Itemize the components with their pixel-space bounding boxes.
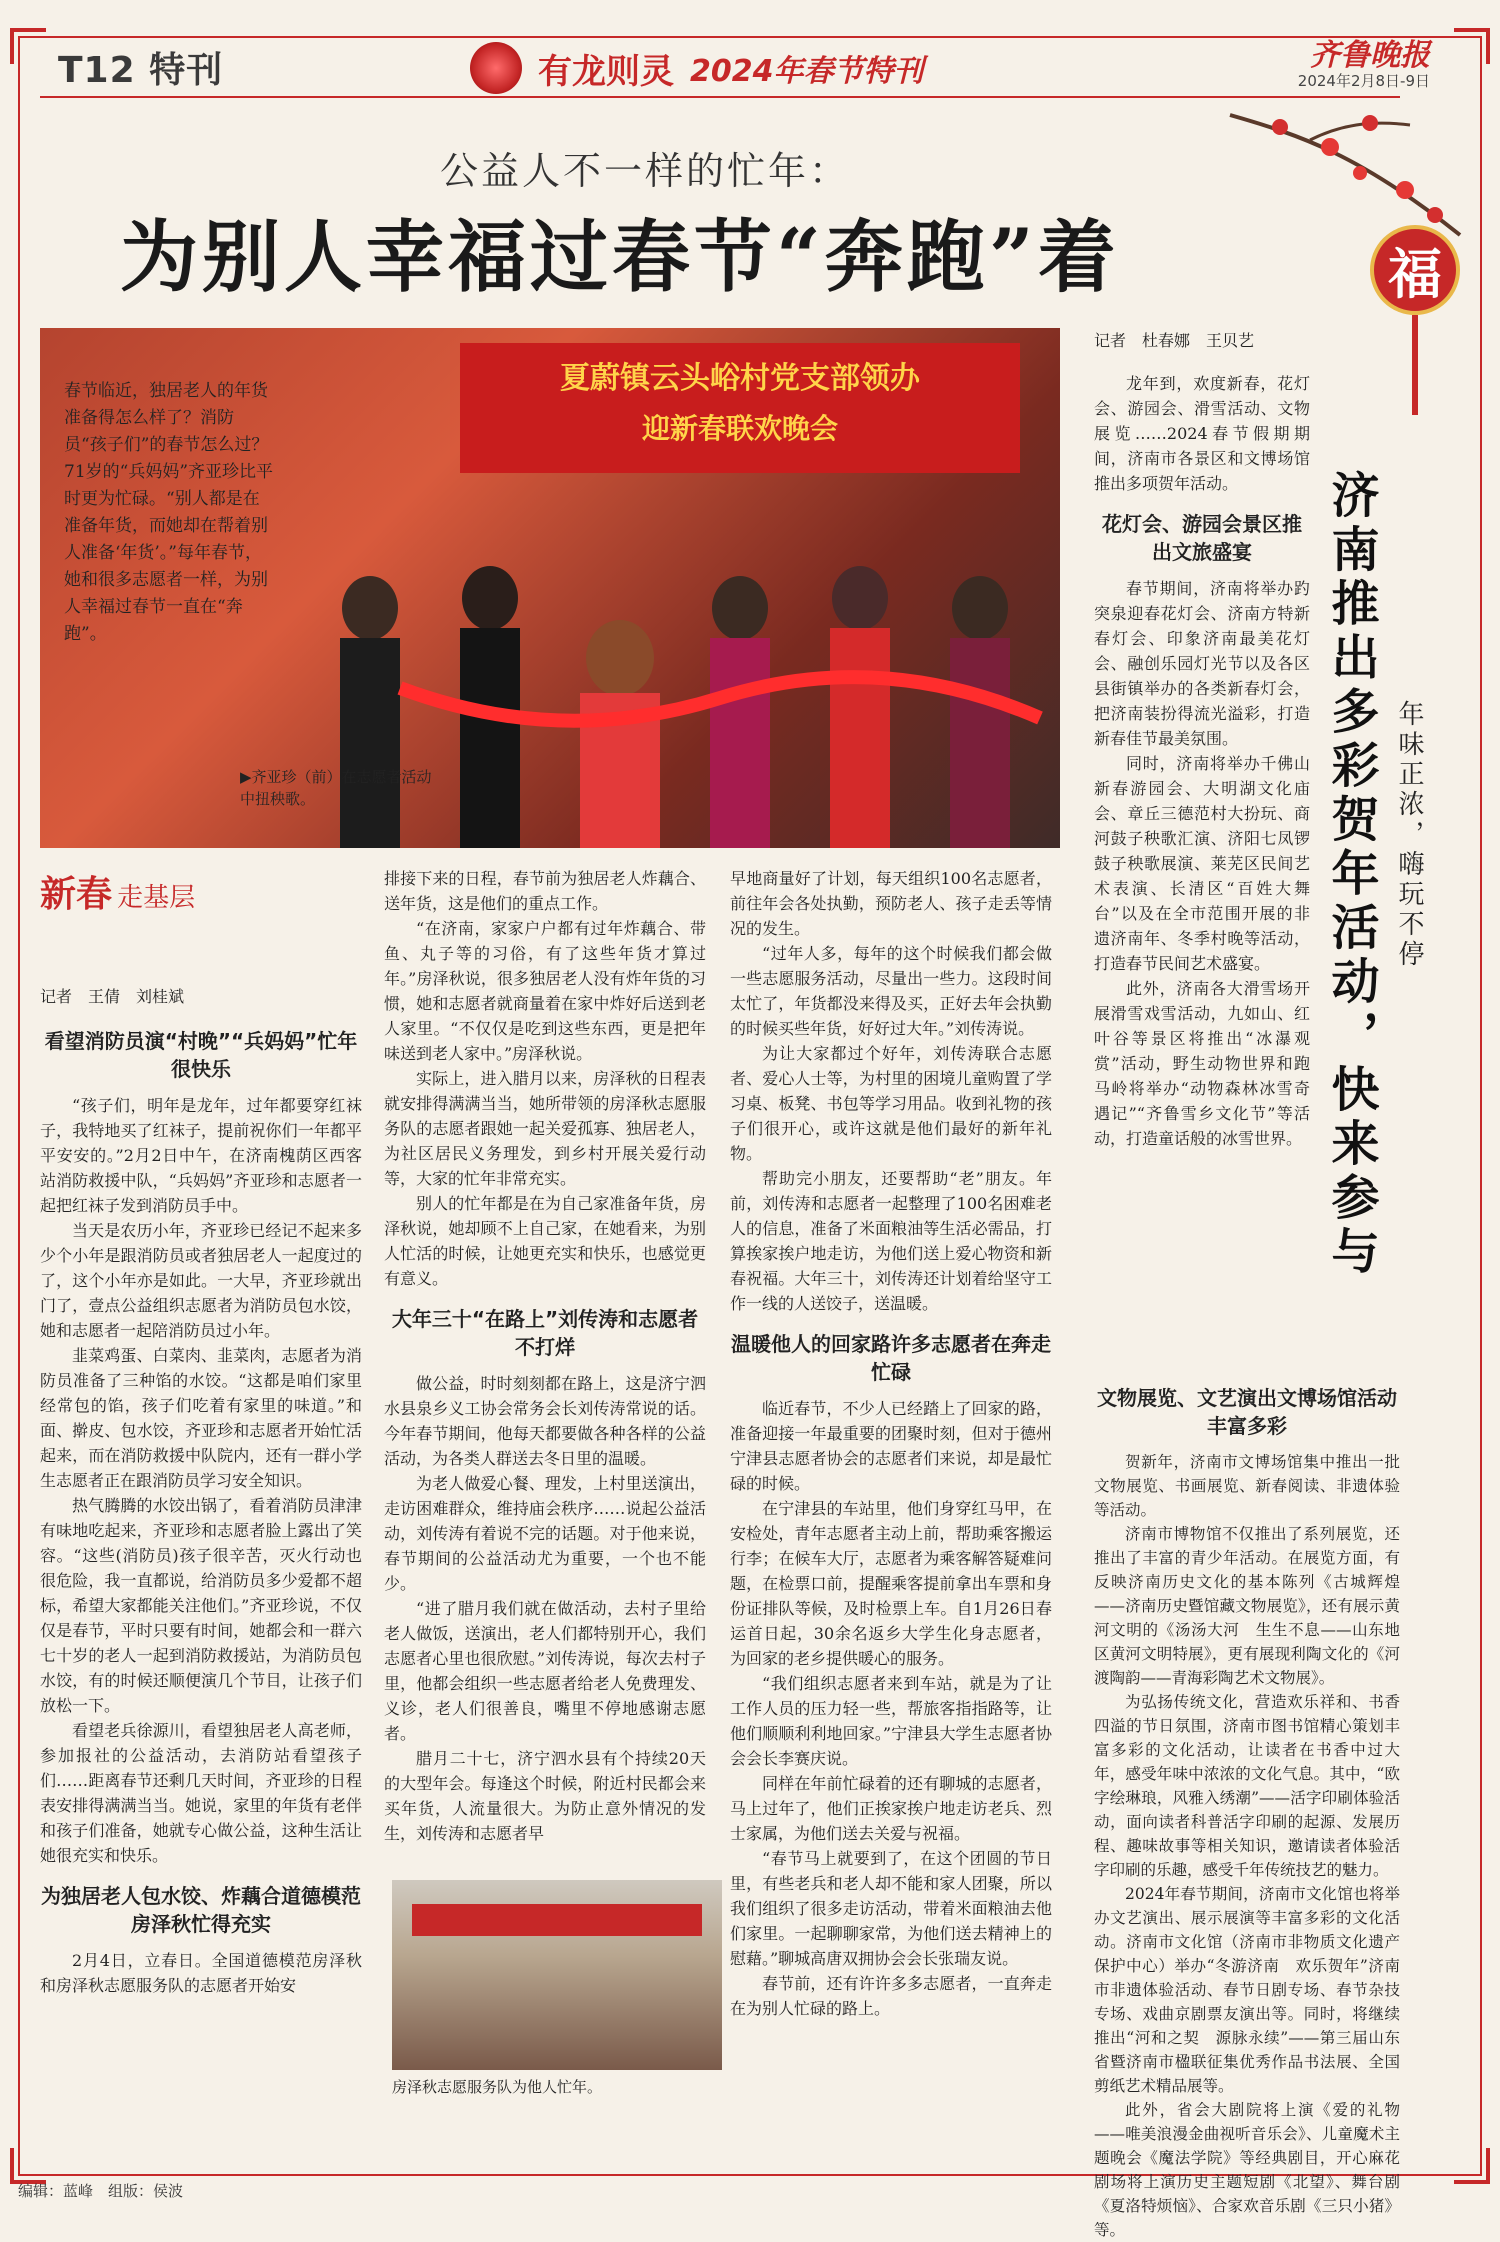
photo-sign-line2: 迎新春联欢晚会 — [641, 412, 838, 445]
section-header — [40, 866, 362, 936]
column-2 — [384, 866, 706, 1846]
newspaper-name: 齐鲁晚报 — [1310, 38, 1430, 73]
subhead: 文物展览、文艺演出文博场馆活动丰富多彩 — [1097, 1386, 1397, 1438]
banner-title: 有龙则灵 — [538, 51, 674, 92]
paragraph: 别人的忙年都是在为自己家准备年货，房泽秋说，她却顾不上自己家，在她看来，为别人忙活的时候，让她更充实和快乐，也感觉更有意义。 — [384, 1194, 706, 1288]
section-badge-2: 走基层 — [117, 883, 196, 913]
right-vertical-subtitle: 年味正浓，嗨玩不停 — [1394, 700, 1424, 970]
paragraph: 同样在年前忙碌着的还有聊城的志愿者，马上过年了，他们正挨家挨户地走访老兵、烈士家属，为他们送去关爱与祝福。 — [730, 1774, 1052, 1843]
paragraph: 龙年到，欢度新春，花灯会、游园会、滑雪活动、文物展览……2024春节假期期间，济南市各景区和文博场馆推出多项贺年活动。 — [1094, 374, 1310, 493]
fu-ornament: 福 — [1370, 225, 1460, 315]
paragraph: 实际上，进入腊月以来，房泽秋的日程表就安排得满满当当，她所带领的房泽秋志愿服务队的志愿者跟她一起关爱孤寡、独居老人，为社区居民义务理发，到乡村开展关爱行动等，大家的忙年非常充实。 — [384, 1069, 706, 1188]
paragraph: 此外，省会大剧院将上演《爱的礼物——唯美浪漫金曲视听音乐会》、儿童魔术主题晚会《魔法学院》等经典剧目，开心麻花剧场将上演历史主题短剧《北望》、舞台剧《夏洛特烦恼》、合家欢音乐剧《三只小猪》等。 — [1094, 2101, 1400, 2239]
subhead: 看望消防员演“村晚”“兵妈妈”忙年很快乐 — [44, 1029, 358, 1081]
paragraph: 2月4日，立春日。全国道德模范房泽秋和房泽秋志愿服务队的志愿者开始安 — [40, 1951, 362, 1995]
corner-ornament — [10, 28, 46, 64]
headline: 为别人幸福过春节“奔跑”着 — [120, 212, 1120, 303]
paragraph: “过年人多，每年的这个时候我们都会做一些志愿服务活动，尽量出一些力。这段时间太忙了，年货都没来得及买，正好去年会执勤的时候买些年货，好好过大年。”刘传涛说。 — [730, 944, 1052, 1038]
paragraph: 早地商量好了计划，每天组织100名志愿者，前往年会各处执勤，预防老人、孩子走丢等情况的发生。 — [730, 869, 1052, 938]
tassel — [1412, 315, 1418, 415]
paragraph: 2024年春节期间，济南市文化馆也将举办文艺演出、展示展演等丰富多彩的文化活动。济南市文化馆（济南市非物质文化遗产保护中心）举办“冬游济南 欢乐贺年”济南市非遗体验活动、春节日剧专场、春节杂技专场、戏曲京剧票友演出等。同时，将继续推出“河和之契 源脉永续”——第三届山东省暨济南市楹联征集优秀作品书法展、全国剪纸艺术精品展等。 — [1094, 1885, 1400, 2095]
banner-subtitle: 2024年春节特刊 — [690, 54, 924, 89]
paragraph: 热气腾腾的水饺出锅了，看着消防员津津有味地吃起来，齐亚珍和志愿者脸上露出了笑容。“这些(消防员)孩子很辛苦，灭火行动也很危险，我一直都说，给消防员多少爱都不超标，希望大家都能关注他们。”齐亚珍说，不仅仅是春节，平时只要有时间，她都会和一群六七十岁的老人一起到消防救援站，为消防员包水饺，有的时候还顺便演几个节目，让孩子们放松一下。 — [40, 1496, 362, 1715]
subhead: 花灯会、游园会景区推出文旅盛宴 — [1102, 512, 1302, 564]
paragraph: 为弘扬传统文化，营造欢乐祥和、书香四溢的节日氛围，济南市图书馆精心策划丰富多彩的文化活动，让读者在书香中过大年，感受年味中浓浓的文化气息。其中，“欧字绘琳琅，风雅入绣潮”——活字印刷体验活动，面向读者科普活字印刷的起源、发展历程、趣味故事等相关知识，邀请读者体验活字印刷的乐趣，感受千年传统技艺的魅力。 — [1094, 1693, 1400, 1879]
corner-ornament — [1454, 28, 1490, 64]
subhead: 大年三十“在路上”刘传涛和志愿者不打烊 — [391, 1307, 699, 1359]
paragraph: 贺新年，济南市文博场馆集中推出一批文物展览、书画展览、新春阅读、非遗体验等活动。 — [1094, 1453, 1400, 1519]
photo-caption-small: 房泽秋志愿服务队为他人忙年。 — [392, 2078, 603, 2096]
paragraph: “在济南，家家户户都有过年炸藕合、带鱼、丸子等的习俗，有了这些年货才算过年。”房泽秋说，很多独居老人没有炸年货的习惯，她和志愿者就商量着在家中炸好后送到老人家里。“不仅仅是吃到这些东西，更是把年味送到老人家中。”房泽秋说。 — [384, 919, 706, 1063]
flower-icon — [470, 42, 522, 94]
intro-text: 春节临近，独居老人的年货准备得怎么样了？消防员“孩子们”的春节怎么过？71岁的“兵妈妈”齐亚珍比平时更为忙碌。“别人都是在准备年货，而她却在帮着别人准备‘年货’。”每年春节，她和很多志愿者一样，为别人幸福过春节一直在“奔跑”。 — [64, 381, 274, 644]
paragraph: 韭菜鸡蛋、白菜肉、韭菜肉，志愿者为消防员准备了三种馅的水饺。“这都是咱们家里经常包的馅，孩子们吃着有家里的味道。”和面、擀皮、包水饺，齐亚珍和志愿者开始忙活起来，而在消防救援中队院内，还有一群小学生志愿者正在跟消防员学习安全知识。 — [40, 1346, 362, 1490]
paragraph: 帮助完小朋友，还要帮助“老”朋友。年前，刘传涛和志愿者一起整理了100名困难老人的信息，准备了米面粮油等生活必需品，打算挨家挨户地走访，为他们送上爱心物资和新春祝福。大年三十，刘传涛还计划着给坚守工作一线的人送饺子，送温暖。 — [730, 1169, 1052, 1313]
photo-banner — [412, 1904, 702, 1936]
paragraph: 看望老兵徐源川，看望独居老人高老师，参加报社的公益活动，去消防站看望孩子们……距离春节还剩几天时间，齐亚珍的日程表安排得满满当当。她说，家里的年货有老伴和孩子们准备，她就专心做公益，这种生活让她很充实和快乐。 — [40, 1721, 362, 1865]
plum-blossom-icon — [1220, 95, 1470, 245]
paragraph: 此外，济南各大滑雪场开展滑雪戏雪活动，九如山、红叶谷等景区将推出“冰瀑观赏”活动，野生动物世界和跑马岭将举办“动物森林冰雪奇遇记”“齐鲁雪乡文化节”等活动，打造童话般的冰雪世界。 — [1094, 979, 1310, 1148]
footer-credits: 编辑：蓝峰 组版：侯波 — [18, 2182, 184, 2200]
photo-sign — [460, 343, 1020, 473]
paragraph: 为老人做爱心餐、理发，上村里送演出，走访困难群众，维持庙会秩序……说起公益活动，刘传涛有着说不完的话题。对于他来说，春节期间的公益活动尤为重要，一个也不能少。 — [384, 1474, 706, 1593]
paragraph: 临近春节，不少人已经踏上了回家的路，准备迎接一年最重要的团聚时刻，但对于德州宁津县志愿者协会的志愿者们来说，却是最忙碌的时候。 — [730, 1399, 1052, 1493]
paragraph: 在宁津县的车站里，他们身穿红马甲，在安检处，青年志愿者主动上前，帮助乘客搬运行李；在候车大厅，志愿者为乘客解答疑难问题，在检票口前，提醒乘客提前拿出车票和身份证排队等候，及时检票上车。自1月26日春运首日起，30余名返乡大学生化身志愿者，为回家的老乡提供暖心的服务。 — [730, 1499, 1052, 1668]
paragraph: “进了腊月我们就在做活动，去村子里给老人做饭，送演出，老人们都特别开心，我们志愿者心里也很欣慰。”刘传涛说，每次去村子里，他都会组织一些志愿者给老人免费理发、义诊，老人们很善良，嘴里不停地感谢志愿者。 — [384, 1599, 706, 1743]
paragraph: 做公益，时时刻刻都在路上，这是济宁泗水县泉乡义工协会常务会长刘传涛常说的话。今年春节期间，他每天都要做各种各样的公益活动，为各类人群送去冬日里的温暖。 — [384, 1374, 706, 1468]
paragraph: 排接下来的日程，春节前为独居老人炸藕合、送年货，这是他们的重点工作。 — [384, 869, 706, 913]
paragraph: “春节马上就要到了，在这个团圆的节日里，有些老兵和老人却不能和家人团聚，所以我们组织了很多走访活动，带着米面粮油去他们家里。一起聊聊家常，为他们送去精神上的慰藉。”聊城高唐双拥协会会长张瑞友说。 — [730, 1849, 1052, 1968]
column-1 — [40, 984, 362, 1998]
right-column-top — [1094, 328, 1310, 1151]
photo-caption: ▶齐亚珍（前）在志愿者活动中扭秧歌。 — [240, 768, 432, 808]
paragraph: “孩子们，明年是龙年，过年都要穿红袜子，我特地买了红袜子，提前祝你们一年都平平安安的。”2月2日中午，在济南槐荫区西客站消防救援中队，“兵妈妈”齐亚珍和志愿者一起把红袜子发到消防员手中。 — [40, 1096, 362, 1215]
column-3 — [730, 866, 1052, 2021]
paragraph: 当天是农历小年，齐亚珍已经记不起来多少个小年是跟消防员或者独居老人一起度过的了，这个小年亦是如此。一大早，齐亚珍就出门了，壹点公益组织志愿者为消防员包水饺，她和志愿者一起陪消防员过小年。 — [40, 1221, 362, 1340]
paragraph: 为让大家都过个好年，刘传涛联合志愿者、爱心人士等，为村里的困境儿童购置了学习桌、板凳、书包等学习用品。收到礼物的孩子们很开心，或许这就是他们最好的新年礼物。 — [730, 1044, 1052, 1163]
right-byline: 记者 杜春娜 王贝艺 — [1094, 331, 1255, 350]
paragraph: 济南市博物馆不仅推出了系列展览，还推出了丰富的青少年活动。在展览方面，有反映济南历史文化的基本陈列《古城辉煌——济南历史暨馆藏文物展览》，还有展示黄河文明的《汤汤大河 生生不息——山东地区黄河文明特展》，更有展现利陶文化的《河渡陶韵——青海彩陶艺术文物展》。 — [1094, 1525, 1400, 1687]
paragraph: 腊月二十七，济宁泗水县有个持续20天的大型年会。每逢这个时候，附近村民都会来买年货，人流量很大。为防止意外情况的发生，刘传涛和志愿者早 — [384, 1749, 706, 1843]
volunteer-photo — [392, 1880, 722, 2070]
special-banner — [470, 38, 924, 98]
left-byline: 记者 王倩 刘桂斌 — [40, 987, 185, 1006]
header-rule — [40, 96, 1400, 98]
photo-sign-line1: 夏蔚镇云头峪村党支部领办 — [560, 361, 920, 396]
corner-ornament — [1454, 2148, 1490, 2184]
paragraph: 春节前，还有许许多多志愿者，一直奔走在为别人忙碌的路上。 — [730, 1974, 1052, 2018]
corner-ornament — [10, 2148, 46, 2184]
issue-date: 2024年2月8日-9日 — [1297, 72, 1430, 90]
paragraph: “我们组织志愿者来到车站，就是为了让工作人员的压力轻一些，帮旅客指指路等，让他们顺顺利利地回家。”宁津县大学生志愿者协会会长李赛庆说。 — [730, 1674, 1052, 1768]
section-badge: 新春 — [40, 874, 113, 915]
subhead: 为独居老人包水饺、炸藕合道德模范房泽秋忙得充实 — [41, 1884, 361, 1936]
paragraph: 春节期间，济南将举办趵突泉迎春花灯会、济南方特新春灯会、印象济南最美花灯会、融创乐园灯光节以及各区县街镇举办的各类新春灯会，把济南装扮得流光溢彩，打造新春佳节最美氛围。 — [1094, 579, 1310, 748]
kicker: 公益人不一样的忙年： — [440, 149, 851, 193]
paragraph: 同时，济南将举办千佛山新春游园会、大明湖文化庙会、章丘三德范村大扮玩、商河鼓子秧歌汇演、济阳七凤锣鼓子秧歌展演、莱芜区民间艺术表演、长清区“百姓大舞台”以及在全市范围开展的非遗济南年、冬季村晚等活动，打造春节民间艺术盛宴。 — [1094, 754, 1310, 973]
right-column-bottom — [1094, 1370, 1400, 2242]
page-number: T12 特刊 — [58, 50, 224, 91]
subhead: 温暖他人的回家路许多志愿者在奔走忙碌 — [731, 1332, 1051, 1384]
right-vertical-title: 济南推出多彩贺年活动，快来参与 — [1323, 470, 1379, 1280]
